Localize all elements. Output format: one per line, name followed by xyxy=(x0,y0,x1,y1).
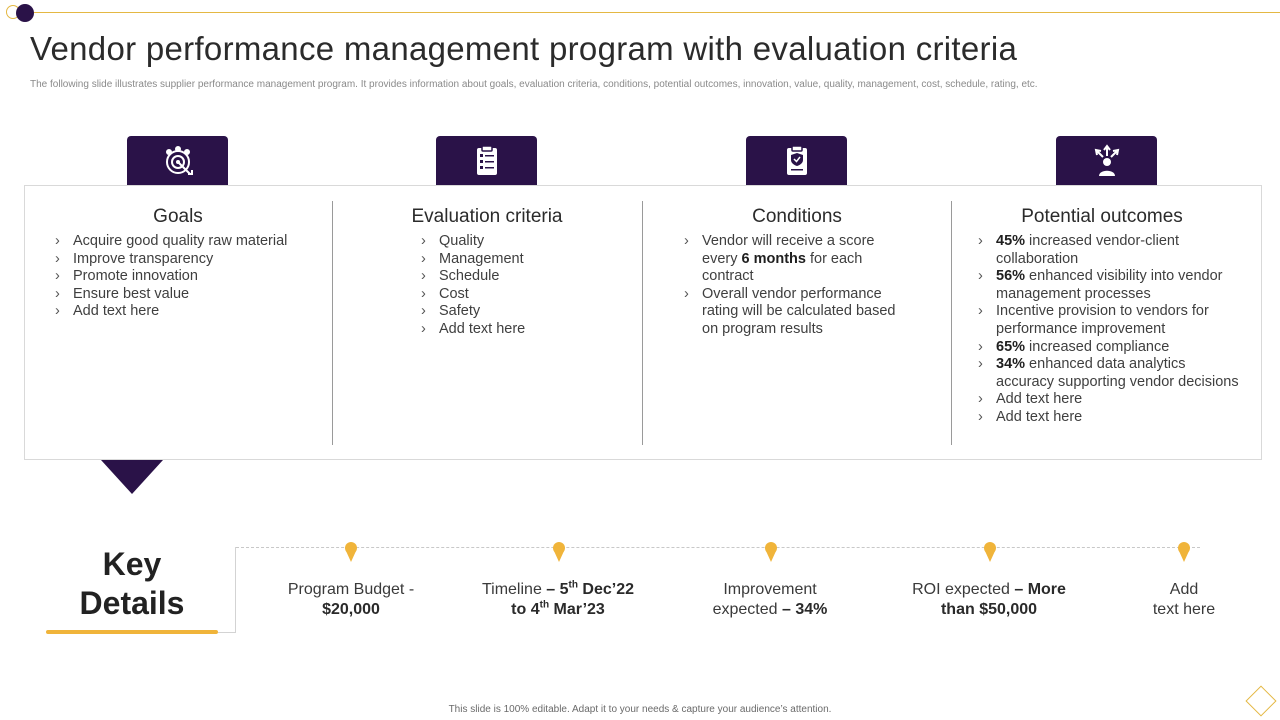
list-item: › Overall vendor performance rating will be calculated based on program results xyxy=(683,286,913,339)
list-item: › Cost xyxy=(420,286,600,304)
key-details-underline xyxy=(46,630,218,634)
outcomes-icon-tab xyxy=(1056,136,1157,186)
location-pin-icon xyxy=(344,541,358,563)
detail-improvement: Improvement expected – 34% xyxy=(712,581,828,618)
key-details-bracket xyxy=(218,632,236,633)
detail-budget: Program Budget - $20,000 xyxy=(287,581,415,618)
list-item: › 65% increased compliance xyxy=(977,339,1242,357)
top-accent-line xyxy=(22,12,1280,13)
goal-target-people-icon xyxy=(160,143,196,179)
list-item: › Improve transparency xyxy=(54,251,324,269)
goals-heading: Goals xyxy=(153,206,203,227)
detail-timeline: Timeline – 5th Dec’22 to 4th Mar’23 xyxy=(481,579,635,618)
evaluation-heading: Evaluation criteria xyxy=(411,206,563,227)
outcomes-list xyxy=(977,233,1242,427)
column-divider xyxy=(642,201,643,445)
evaluation-icon-tab xyxy=(436,136,537,186)
detail-roi: ROI expected – More than $50,000 xyxy=(912,581,1066,618)
key-details-bracket xyxy=(235,547,236,632)
detail-placeholder: Add text here xyxy=(1152,581,1216,618)
list-item: › Ensure best value xyxy=(54,286,324,304)
page-title: Vendor performance management program with evaluation criteria xyxy=(30,30,1018,67)
list-item: › Add text here xyxy=(54,303,324,321)
conditions-icon-tab xyxy=(746,136,847,186)
list-item: › Incentive provision to vendors for performance improvement xyxy=(977,303,1242,338)
list-item: › 34% enhanced data analytics accuracy supporting vendor decisions xyxy=(977,356,1242,391)
goals-list xyxy=(54,233,324,321)
clipboard-checklist-icon xyxy=(469,143,505,179)
clipboard-shield-icon xyxy=(779,143,815,179)
person-arrows-icon xyxy=(1089,143,1125,179)
list-item: › Add text here xyxy=(420,321,600,339)
list-item: › Vendor will receive a score every 6 months for each contract xyxy=(683,233,913,286)
location-pin-icon xyxy=(552,541,566,563)
list-item: › 45% increased vendor-client collaboration xyxy=(977,233,1242,268)
list-item: › Add text here xyxy=(977,409,1242,427)
column-divider xyxy=(332,201,333,445)
conditions-list xyxy=(683,233,913,339)
page-subtitle: The following slide illustrates supplier performance management program. It provides information about goals, evaluation criteria, conditions, potential outcomes, innovation, value, quality, management, cost, schedule, rating, etc. xyxy=(30,79,1038,90)
timeline-dashed-line xyxy=(236,547,1200,548)
evaluation-list xyxy=(420,233,600,339)
list-item: › Management xyxy=(420,251,600,269)
goals-icon-tab xyxy=(127,136,228,186)
list-item: › Quality xyxy=(420,233,600,251)
list-item: › Schedule xyxy=(420,268,600,286)
list-item: › Add text here xyxy=(977,391,1242,409)
list-item: › 56% enhanced visibility into vendor management processes xyxy=(977,268,1242,303)
list-item: › Acquire good quality raw material xyxy=(54,233,324,251)
column-divider xyxy=(951,201,952,445)
key-details-title: Key Details xyxy=(79,546,185,621)
outcomes-heading: Potential outcomes xyxy=(1021,206,1183,227)
footer-note: This slide is 100% editable. Adapt it to your needs & capture your audience’s attention. xyxy=(448,704,832,715)
list-item: › Promote innovation xyxy=(54,268,324,286)
location-pin-icon xyxy=(764,541,778,563)
panel-pointer xyxy=(101,460,163,494)
conditions-heading: Conditions xyxy=(752,206,842,227)
list-item: › Safety xyxy=(420,303,600,321)
location-pin-icon xyxy=(983,541,997,563)
logo-dot-icon xyxy=(16,4,34,22)
location-pin-icon xyxy=(1177,541,1191,563)
